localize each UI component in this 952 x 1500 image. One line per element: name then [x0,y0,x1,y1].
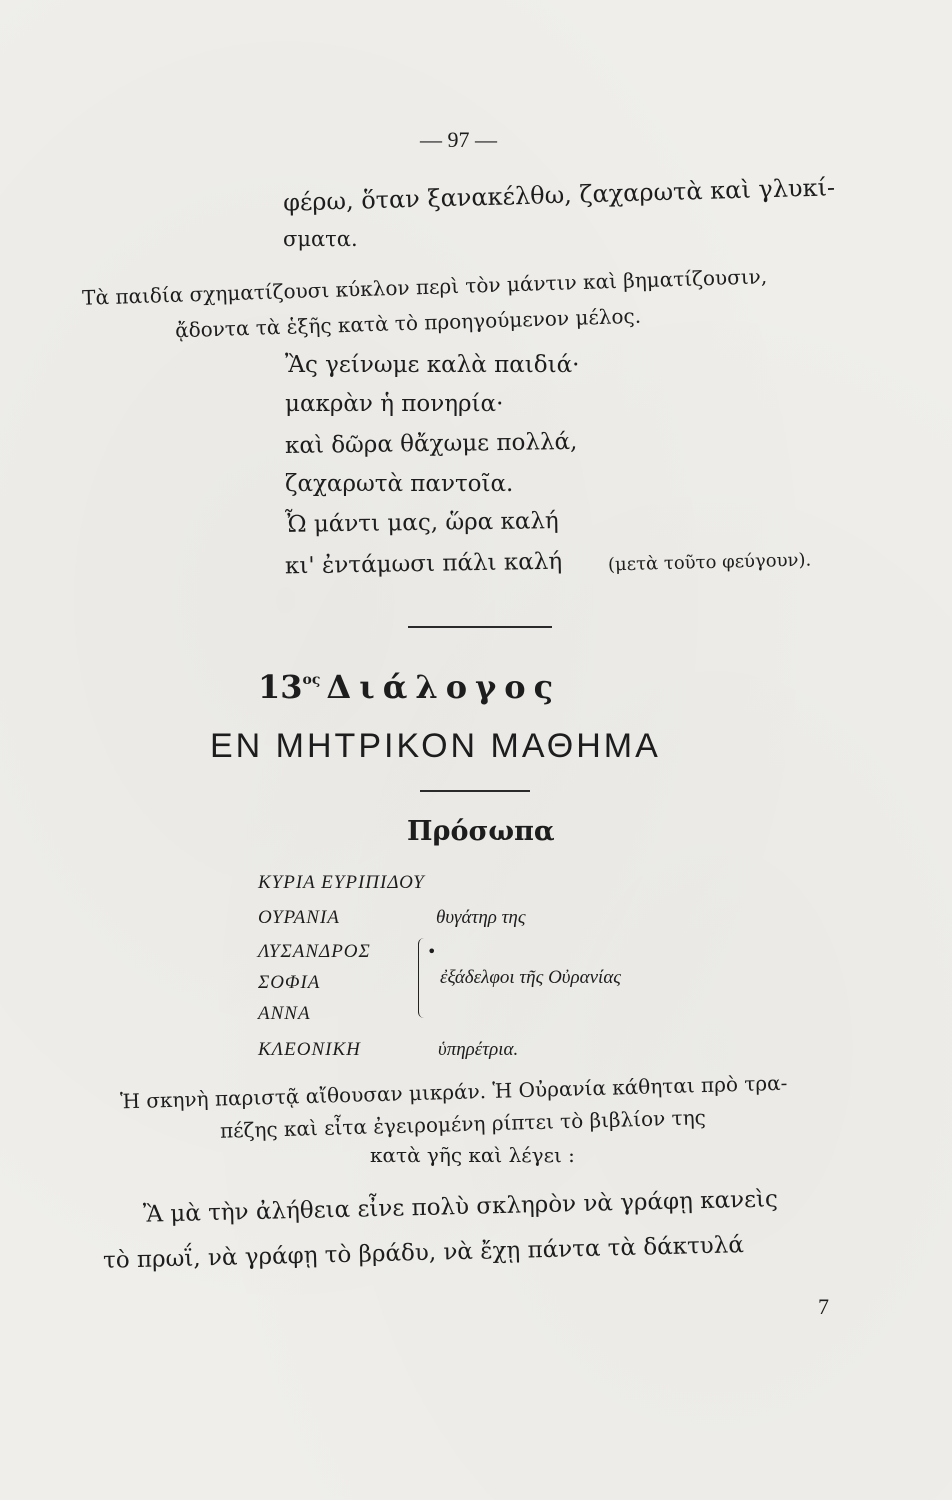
dialogue-word: Διάλογος [326,668,562,706]
stage-direction-line: Ἡ σκηνὴ παριστᾷ αἴθουσαν μικράν. Ἡ Οὐρανία κάθηται πρὸ τρα- [119,1070,788,1114]
cast-name-lysandros: ΛΥΣΑΝΔΡΟΣ [258,941,371,962]
song-line: κι' ἐντάμωσι πάλι καλή [284,548,563,580]
cast-name-sofia: ΣΟΦΙΑ [258,972,321,993]
dialogue-line: Ἂ μὰ τὴν ἀλήθεια εἶνε πολὺ σκληρὸν νὰ γράφῃ κανεὶς [142,1186,779,1228]
page-number: — 97 — [420,127,497,152]
cast-name-kleoniki: ΚΛΕΟΝΙΚΗ [258,1039,361,1060]
song-line: Ὦ μάντι μας, ὥρα καλή [284,508,559,538]
signature-mark: 7 [818,1294,829,1319]
stage-direction-line: ᾄδοντα τὰ ἑξῆς κατὰ τὸ προηγούμενον μέλος. [174,303,642,343]
cast-name-anna: ΑΝΝΑ [258,1003,311,1024]
song-line: ζαχαρωτὰ παντοῖα. [285,471,514,497]
cast-name-ourania: ΟΥΡΑΝΙΑ [258,907,340,928]
stage-direction-line: Τὰ παιδία σχηματίζουσι κύκλον περὶ τὸν μάντιν καὶ βηματίζουσιν, [81,264,768,310]
section-divider [408,626,552,628]
cast-name-eurypidou: ΚΥΡΙΑ ΕΥΡΙΠΙΔΟΥ [258,872,425,893]
cast-desc-cousins: ἐξάδελφοι τῆς Οὐρανίας [440,967,622,988]
stage-direction-line: πέζης καὶ εἶτα ἐγειρομένη ρίπτει τὸ βιβλίον της [219,1105,707,1143]
verse-line: φέρω, ὅταν ξανακέλθω, ζαχαρωτὰ καὶ γλυκί- [282,173,836,217]
verse-line: σματα. [283,227,358,251]
song-line: μακρὰν ἡ πονηρία· [285,391,504,417]
lesson-title: ΕΝ ΜΗΤΡΙΚΟΝ ΜΑΘΗΜΑ [210,727,661,765]
persons-heading: Πρόσωπα [407,816,555,847]
cast-desc-ourania: θυγάτηρ της [436,907,526,928]
song-stage-note: (μετὰ τοῦτο φεύγουν). [607,549,812,576]
brace-mark: • [427,942,437,961]
song-line: Ἂς γείνωμε καλὰ παιδιά· [285,352,580,378]
dialogue-number-suffix: ος [302,672,321,688]
cast-brace [418,938,425,1018]
song-line: καὶ δῶρα θἄχωμε πολλά, [284,428,578,460]
cast-desc-kleoniki: ὑπηρέτρια. [438,1039,519,1060]
title-divider [420,790,530,792]
stage-direction-line: κατὰ γῆς καὶ λέγει : [370,1143,575,1167]
dialogue-line: τὸ πρωΐ, νὰ γράφῃ τὸ βράδυ, νὰ ἔχῃ πάντα τὰ δάκτυλά [102,1232,745,1274]
dialogue-heading [258,668,561,706]
dialogue-number: 13 [258,668,303,706]
